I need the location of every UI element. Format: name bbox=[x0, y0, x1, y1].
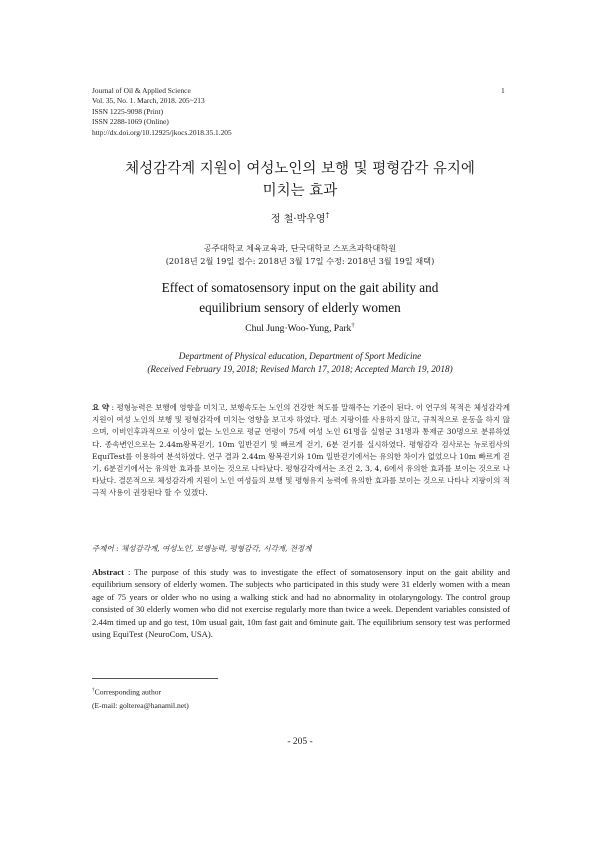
authors-english bbox=[100, 322, 500, 334]
abstract-korean-label: 요 약 bbox=[92, 403, 110, 412]
abstract-korean bbox=[92, 402, 510, 500]
footnote-corresponding: Corresponding author bbox=[94, 687, 162, 697]
abstract-english bbox=[92, 566, 510, 640]
journal-name: Journal of Oil & Applied Science bbox=[92, 86, 191, 95]
authors-korean-names: 정 철·박우영 bbox=[270, 214, 326, 225]
title-english bbox=[100, 278, 500, 318]
authors-korean bbox=[100, 210, 500, 225]
affiliation-korean bbox=[80, 242, 520, 267]
title-korean-line1: 체성감각계 지원이 여성노인의 보행 및 평형감각 유지에 bbox=[125, 161, 475, 177]
title-english-line2: equilibrium sensory of elderly women bbox=[199, 300, 401, 315]
corresponding-dagger-en: † bbox=[351, 322, 355, 329]
affiliation-english bbox=[60, 350, 540, 375]
dates-english: (Received February 19, 2018; Revised March 17, 2018; Accepted March 19, 2018) bbox=[147, 363, 453, 374]
title-korean bbox=[100, 158, 500, 202]
doi-link[interactable]: http://dx.doi.org/10.12925/jkocs.2018.35.1.205 bbox=[92, 127, 232, 137]
issn-online: ISSN 2288-1069 (Online) bbox=[92, 117, 169, 127]
footnote-email: (E-mail: golterea@hanamil.net) bbox=[92, 700, 189, 710]
title-korean-line2: 미치는 효과 bbox=[262, 183, 338, 199]
footnote-divider bbox=[92, 678, 218, 679]
journal-volume: Vol. 35, No. 1. March, 2018. 205~213 bbox=[92, 96, 205, 106]
affiliation-english-text: Department of Physical education, Department of Sport Medicine bbox=[178, 351, 422, 361]
footnote bbox=[92, 684, 189, 712]
page-number-bottom: - 205 - bbox=[287, 737, 313, 747]
abstract-english-text: : The purpose of this study was to investigate the effect of somatosensory input on the gait ability and equilibrium sensory of elderly women. The subjects who participated in this study were 31 elderly women with a mean age of 75 years or older who no using a walking stick and had no abnormality in otolaryngology. The control group consisted of 30 elderly women who did not exercise regularly more than twice a week. Dependent variables consisted of 2.44m timed up and go test, 10m usual gait, 10m fast gait and 6minute gait. The equilibrium sensory test was performed using EquiTest (NeuroCom, USA). bbox=[92, 567, 510, 640]
journal-info bbox=[92, 86, 232, 138]
authors-english-names: Chul Jung·Woo-Yung, Park bbox=[245, 323, 352, 335]
issn-print: ISSN 1225-9098 (Print) bbox=[92, 106, 164, 116]
abstract-english-label: Abstract bbox=[92, 567, 124, 577]
title-english-line1: Effect of somatosensory input on the gait ability and bbox=[161, 280, 439, 295]
abstract-korean-text: : 평형능력은 보행에 영향을 미치고, 보행속도는 노인의 건강한 척도를 말해주는 기준이 된다. 이 연구의 목적은 체성감각계 지원이 여성 노인의 보행 및 평형감각에 미치는 영향을 보고자 하였다. 평소 지팡이를 사용하지 않고, 규칙적으로 운동을 하지 않으며, 이비인후과적으로 이상이 없는 노인으로 평균 연령이 75세 여성 노인 61명을 실험군 31명과 통제군 30명으로 분류하였다. 종속변인으로는 2.44m왕복걷기, 10m 일반걷기 및 빠르게 걷기, 6분 걷기를 실시하였다. 평형감각 검사로는 뉴로컴사의 EquiTest를 이용하여 분석하였다. 연구 결과 2.44m 왕복걷기와 10m 일반걷기에서는 유의한 차이가 없었으나 10m 빠르게 걷기, 6분걷기에서는 유의한 효과를 보이는 것으로 나타났다. 평형감각에서는 조건 2, 3, 4, 6에서 유의한 효과를 보이는 것으로 나타났다. 결론적으로 체성감각계 지원이 노인 여성들의 보행 및 평형유지 능력에 유의한 효과를 보이는 것으로 나타나 지팡이의 적극적 사용이 권장된다 할 수 있겠다. bbox=[92, 403, 510, 498]
affiliation-korean-text: 공주대학교 체육교육과, 단국대학교 스포츠과학대학원 bbox=[203, 243, 397, 253]
keywords-korean: 주제어 : 체성감각계, 여성노인, 보행능력, 평형감각, 시각계, 전정계 bbox=[92, 544, 312, 553]
page-number-top: 1 bbox=[501, 86, 505, 95]
footnote-dagger: † bbox=[92, 687, 95, 693]
dates-korean: (2018년 2월 19일 접수: 2018년 3월 17일 수정: 2018년 3월 19일 채택) bbox=[165, 255, 435, 266]
corresponding-dagger: † bbox=[325, 211, 330, 220]
